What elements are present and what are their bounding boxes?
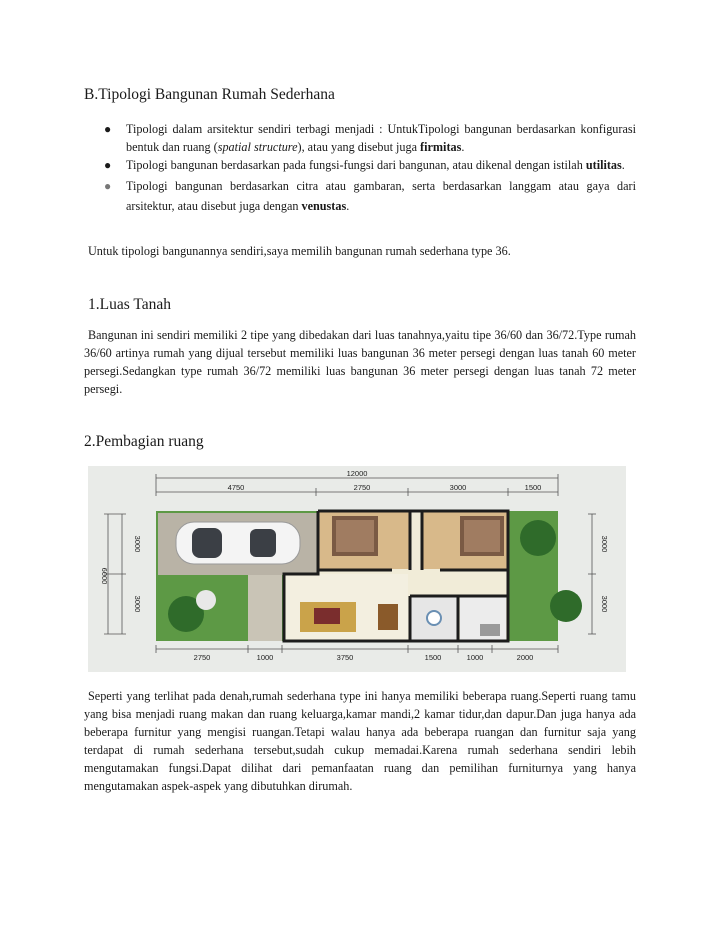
car-icon <box>176 522 300 564</box>
shrub-icon <box>520 520 556 556</box>
stove-icon <box>480 624 500 636</box>
dim-top-2: 2750 <box>353 483 371 492</box>
bullet-item-utilitas: ● Tipologi bangunan berdasarkan pada fungsi-fungsi dari bangunan, atau dikenal dengan istilah utilitas. <box>104 157 636 175</box>
section-2-title: 2.Pembagian ruang <box>84 433 204 450</box>
dim-left-1: 3000 <box>133 535 142 553</box>
dim-top-3: 3000 <box>449 483 467 492</box>
section-b-title: B.Tipologi Bangunan Rumah Sederhana <box>84 86 335 103</box>
dim-bottom-5: 1000 <box>466 653 484 662</box>
bullet-icon: ● <box>104 122 112 136</box>
dim-bottom-1: 2750 <box>193 653 211 662</box>
dim-bottom-6: 2000 <box>516 653 534 662</box>
bullet-item-firmitas: ● Tipologi dalam arsitektur sendiri terbagi menjadi : UntukTipologi bangunan berdasarkan konfigurasi bentuk dan ruang (spatial structure), atau yang disebut juga firmitas. <box>104 122 636 154</box>
dim-right-1: 3000 <box>600 535 609 553</box>
dim-bottom-2: 1000 <box>256 653 274 662</box>
dim-left-2: 3000 <box>133 595 142 613</box>
dim-top-1: 4750 <box>227 483 245 492</box>
walkway <box>248 575 282 641</box>
dining-table-icon <box>378 604 398 630</box>
bullet-icon: ● <box>104 178 112 193</box>
dim-bottom-4: 1500 <box>424 653 442 662</box>
bed-icon <box>332 516 378 556</box>
pembagian-ruang-paragraph: Seperti yang terlihat pada denah,rumah sederhana type ini hanya memiliki beberapa ruang.Seperti ruang tamu yang bisa menjadi ruang makan dan ruang keluarga,kamar mandi,2 kamar tidur,dan dapur.Dan juga hanya ada beberapa furnitur yang mengisi ruangan.Tetapi walau hanya ada beberapa ruangan dan furnitur saja yang terdapat di rumah sederhana tersebut,sudah cukup memadai.Karena rumah sederhana sendiri lebih mengutamakan fungsi.Dapat dilihat dari pemanfaatan ruang dan pemilihan furniturnya yang hanya mengutamakan aspek-aspek yang dibutuhkan dirumah. <box>84 689 636 793</box>
typology-choice-text: Untuk tipologi bangunannya sendiri,saya memilih bangunan rumah sederhana type 36. <box>88 244 511 258</box>
flower-icon <box>196 590 216 610</box>
bed-icon <box>460 516 504 556</box>
dim-top-4: 1500 <box>524 483 542 492</box>
dim-bottom-3: 3750 <box>336 653 354 662</box>
typology-bullet-list <box>104 121 636 217</box>
bullet-icon: ● <box>104 158 112 172</box>
dim-total-width: 12000 <box>346 469 368 478</box>
shrub-icon <box>550 590 582 622</box>
dim-left-total: 6000 <box>100 567 109 585</box>
bullet-item-venustas: ● Tipologi bangunan berdasarkan citra atau gambaran, serta berdasarkan langgam atau gaya dari arsitektur, atau disebut juga dengan venustas. <box>104 176 636 216</box>
luas-tanah-paragraph: Bangunan ini sendiri memiliki 2 tipe yang dibedakan dari luas tanahnya,yaitu tipe 36/60 dan 36/72.Type rumah 36/60 artinya rumah yang dijual tersebut memiliki luas bangunan 36 meter persegi dengan luas tanah 60 meter persegi.Sedangkan type rumah 36/72 memiliki luas bangunan 36 meter persegi dengan luas tanah 72 meter persegi. <box>84 328 636 396</box>
section-1-title: 1.Luas Tanah <box>88 296 171 313</box>
floor-plan-figure <box>88 466 626 672</box>
dim-right-2: 3000 <box>600 595 609 613</box>
toilet-icon <box>427 611 441 625</box>
sofa-set-icon <box>300 602 356 632</box>
floor-plan-drawing <box>88 466 626 672</box>
